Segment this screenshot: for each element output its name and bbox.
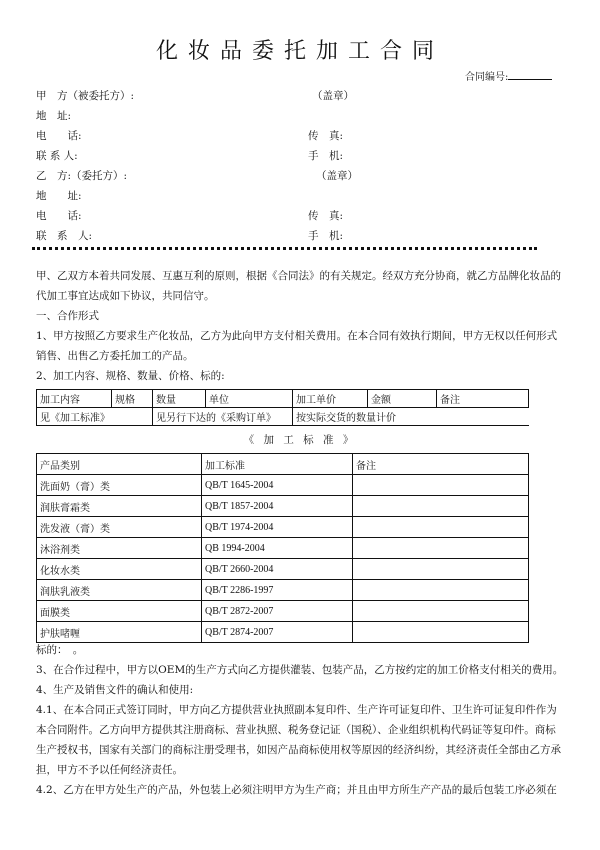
table-cell: 洗面奶（膏）类: [37, 475, 202, 496]
table-row: [37, 601, 529, 622]
dotted-divider: [32, 247, 537, 250]
intro-paragraph: 甲、乙双方本着共同发展、互惠互利的原则，根据《合同法》的有关规定。经双方充分协商，就乙方品牌化妆品的代加工事宜达成如下协议，共同信守。: [36, 270, 561, 302]
table-cell: QB/T 2286-1997: [202, 580, 353, 601]
party-b-address: 地 址:: [36, 190, 82, 202]
standards-table-title: 《 加 工 标 准 》: [243, 434, 357, 446]
table-row: [37, 538, 529, 559]
processing-table: [36, 389, 529, 426]
table-header-cell: 产品类别: [37, 454, 202, 475]
section-4-1-paragraph: 4.1、在本合同正式签订同时，甲方向乙方提供营业执照副本复印件、生产许可证复印件、卫生许可证复印件作为本合同附件。乙方向甲方提供其注册商标、营业执照、税务登记证（国税）、企业组织机构代码证等复印件。商标生产授权书，国家有关部门的商标注册受理书，如因产品商标使用权等原因的经济纠纷，其经济责任全部由乙方承担，甲方不予以任何经济责任。: [36, 704, 561, 776]
table-header-cell: 数量: [153, 390, 206, 408]
section-4-2-paragraph: 4.2、乙方在甲方处生产的产品，外包装上必须注明甲方为生产商；并且由甲方所生产产品的最后包装工序必须在: [36, 784, 557, 796]
table-cell: QB/T 2874-2007: [202, 622, 353, 643]
table-cell: 按实际交货的数量计价: [293, 408, 529, 426]
section-1-title: 一、合作形式: [36, 310, 99, 322]
party-a-fax: 传 真:: [308, 130, 344, 142]
party-b-seal: （盖章）: [316, 170, 358, 182]
table-row: [37, 496, 529, 517]
table-cell: 护肤啫喱: [37, 622, 202, 643]
table-header-cell: 备注: [353, 454, 529, 475]
table-cell: 见另行下达的《采购订单》: [153, 408, 293, 426]
table-header-cell: 加工单价: [293, 390, 368, 408]
party-a-mobile: 手 机:: [308, 150, 344, 162]
table-row: [37, 580, 529, 601]
contract-number-label: 合同编号:: [465, 72, 509, 83]
table-header-cell: 备注: [437, 390, 529, 408]
table-row: [37, 390, 529, 408]
table-cell: 润肤乳液类: [37, 580, 202, 601]
party-b-phone: 电 话:: [36, 210, 82, 222]
table-cell: 见《加工标准》: [37, 408, 153, 426]
table-cell: QB 1994-2004: [202, 538, 353, 559]
table-cell: [353, 601, 529, 622]
table-cell: QB/T 2660-2004: [202, 559, 353, 580]
party-b-contact: 联 系 人:: [36, 230, 93, 242]
table-cell: [353, 517, 529, 538]
table-cell: [353, 559, 529, 580]
table-cell: QB/T 1645-2004: [202, 475, 353, 496]
table-row: [37, 454, 529, 475]
table-cell: [353, 496, 529, 517]
table-cell: [353, 475, 529, 496]
table-row: [37, 408, 529, 426]
section-2-title: 2、加工内容、规格、数量、价格、标的:: [36, 370, 225, 382]
party-a-phone: 电 话:: [36, 130, 82, 142]
party-b-fax: 传 真:: [308, 210, 344, 222]
table-cell: QB/T 1974-2004: [202, 517, 353, 538]
section-3-paragraph: 3、在合作过程中，甲方以OEM的生产方式向乙方提供灌装、包装产品，乙方按约定的加工价格支付相关的费用。: [36, 664, 564, 676]
table-row: [37, 475, 529, 496]
table-cell: [353, 538, 529, 559]
party-a-label: 甲 方（被委托方）:: [36, 90, 135, 102]
table-cell: 润肤膏霜类: [37, 496, 202, 517]
subject-line: 标的： 。: [36, 644, 84, 656]
table-cell: QB/T 1857-2004: [202, 496, 353, 517]
document-title: 化妆品委托加工合同: [155, 39, 444, 64]
contract-number: [465, 68, 552, 83]
party-a-contact: 联 系 人:: [36, 150, 78, 162]
party-b-mobile: 手 机:: [308, 230, 344, 242]
standards-table: [36, 453, 529, 643]
party-a-address: 地 址:: [36, 110, 72, 122]
table-cell: 沐浴剂类: [37, 538, 202, 559]
party-a-seal: （盖章）: [312, 90, 354, 102]
section-4-title: 4、生产及销售文件的确认和使用:: [36, 684, 194, 696]
table-header-cell: 规格: [112, 390, 153, 408]
table-cell: 面膜类: [37, 601, 202, 622]
table-cell: 洗发液（膏）类: [37, 517, 202, 538]
section-1-paragraph: 1、甲方按照乙方要求生产化妆品，乙方为此向甲方支付相关费用。在本合同有效执行期间，甲方无权以任何形式销售、出售乙方委托加工的产品。: [36, 330, 558, 362]
table-cell: QB/T 2872-2007: [202, 601, 353, 622]
table-cell: [353, 580, 529, 601]
party-b-label: 乙 方:（委托方）:: [36, 170, 128, 182]
table-row: [37, 559, 529, 580]
table-cell: 化妆水类: [37, 559, 202, 580]
table-header-cell: 金额: [368, 390, 437, 408]
table-row: [37, 517, 529, 538]
table-header-cell: 加工标准: [202, 454, 353, 475]
contract-number-blank: [508, 69, 552, 80]
table-header-cell: 单位: [206, 390, 293, 408]
table-header-cell: 加工内容: [37, 390, 112, 408]
